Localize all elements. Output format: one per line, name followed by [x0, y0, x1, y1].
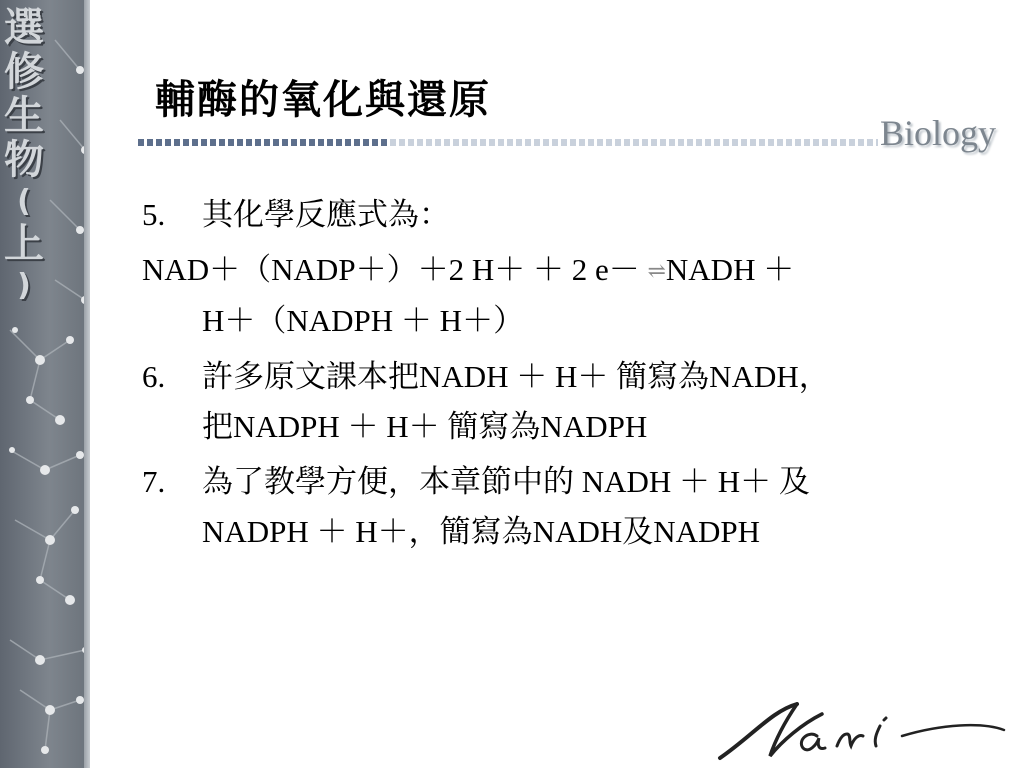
rule-dash	[660, 139, 666, 146]
vani-signature-logo	[712, 696, 1012, 766]
list-item-7	[142, 457, 810, 557]
rule-dash	[552, 139, 558, 146]
rule-dash	[534, 139, 540, 146]
rule-dash	[840, 139, 846, 146]
rule-dash	[642, 139, 648, 146]
item-text: 為了教學方便，本章節中的 NADH ＋ H＋ 及	[202, 464, 810, 499]
rule-dash	[201, 139, 207, 146]
rule-dash	[831, 139, 837, 146]
rule-dash	[597, 139, 603, 146]
vertical-title-char: 選	[4, 5, 44, 51]
rule-dash	[318, 139, 324, 146]
rule-dash	[345, 139, 351, 146]
vertical-title-char: (	[17, 184, 31, 219]
vertical-course-title	[2, 6, 46, 306]
rule-dash	[426, 139, 432, 146]
rule-dash	[246, 139, 252, 146]
rule-dash	[651, 139, 657, 146]
rule-dash	[174, 139, 180, 146]
item-text-continuation: 把NADPH ＋ H＋ 簡寫為NADPH	[202, 409, 648, 444]
vertical-title-char: )	[17, 268, 31, 303]
rule-dash	[291, 139, 297, 146]
vertical-title-char: 修	[4, 49, 44, 95]
rule-dash	[561, 139, 567, 146]
rule-dash	[669, 139, 675, 146]
rule-dash	[165, 139, 171, 146]
rule-dash	[786, 139, 792, 146]
rule-dash	[858, 139, 864, 146]
rule-dash	[462, 139, 468, 146]
rule-dash	[876, 139, 878, 146]
rule-dash	[723, 139, 729, 146]
rule-dash	[543, 139, 549, 146]
rule-dash	[678, 139, 684, 146]
rule-dash	[741, 139, 747, 146]
rule-dash	[480, 139, 486, 146]
rule-dash	[489, 139, 495, 146]
item-text: 其化學反應式為：	[202, 197, 450, 232]
vertical-title-char: 物	[4, 137, 44, 183]
decorative-sidebar	[0, 0, 90, 768]
item-text-continuation: NADPH ＋ H＋，簡寫為NADH及NADPH	[202, 514, 761, 549]
rule-dash	[372, 139, 378, 146]
rule-dash	[327, 139, 333, 146]
rule-dash	[696, 139, 702, 146]
rule-dash	[822, 139, 828, 146]
rule-dash	[687, 139, 693, 146]
rule-dash	[192, 139, 198, 146]
rule-dash	[336, 139, 342, 146]
rule-dash	[588, 139, 594, 146]
rule-dash	[507, 139, 513, 146]
rule-dash	[867, 139, 873, 146]
rule-dash	[228, 139, 234, 146]
rule-dash	[300, 139, 306, 146]
rule-dash	[804, 139, 810, 146]
rule-dash	[354, 139, 360, 146]
title-dotted-rule	[138, 137, 878, 149]
rule-dash	[606, 139, 612, 146]
item-number: 6.	[142, 359, 166, 394]
rule-dash	[777, 139, 783, 146]
rule-dash	[147, 139, 153, 146]
rule-dash	[255, 139, 261, 146]
rule-dash	[210, 139, 216, 146]
rule-dash	[624, 139, 630, 146]
rule-dash	[525, 139, 531, 146]
rule-dash	[453, 139, 459, 146]
rule-dash	[309, 139, 315, 146]
rule-dash	[471, 139, 477, 146]
vertical-title-char: 生	[4, 93, 44, 139]
rule-dash	[273, 139, 279, 146]
rule-dash	[498, 139, 504, 146]
rule-dash	[138, 139, 144, 146]
rule-dash	[813, 139, 819, 146]
rule-dash	[444, 139, 450, 146]
rule-dash	[219, 139, 225, 146]
slide-title: 輔酶的氧化與還原	[155, 76, 491, 123]
rule-dash	[795, 139, 801, 146]
rule-dash	[750, 139, 756, 146]
rule-dash	[282, 139, 288, 146]
item-number: 5.	[142, 197, 166, 232]
item-number: 7.	[142, 464, 166, 499]
rule-dash	[570, 139, 576, 146]
rule-dash	[381, 139, 387, 146]
equation-continuation: H＋（NADPH ＋ H＋）	[202, 303, 525, 338]
sidebar-edge	[84, 0, 90, 768]
rule-dash	[237, 139, 243, 146]
rule-dash	[759, 139, 765, 146]
item-text: 許多原文課本把NADH ＋ H＋ 簡寫為NADH，	[202, 359, 830, 394]
rule-dash	[408, 139, 414, 146]
rule-dash	[732, 139, 738, 146]
vertical-title-char: 上	[4, 221, 44, 267]
rule-dash	[516, 139, 522, 146]
rule-dash	[768, 139, 774, 146]
rule-dash	[399, 139, 405, 146]
rule-dash	[633, 139, 639, 146]
rule-dash	[579, 139, 585, 146]
equilibrium-arrow-icon: ⇌	[647, 258, 666, 283]
rule-dash	[264, 139, 270, 146]
list-item-5	[142, 190, 450, 240]
rule-dash	[849, 139, 855, 146]
rule-dash	[363, 139, 369, 146]
rule-dash	[435, 139, 441, 146]
rule-dash	[714, 139, 720, 146]
equation-left: NAD＋（NADP＋）＋2 H＋ ＋ 2 e－	[142, 252, 640, 287]
reaction-equation	[142, 245, 794, 346]
list-item-6	[142, 352, 830, 452]
equation-right: NADH ＋	[665, 252, 795, 287]
rule-dash	[615, 139, 621, 146]
rule-dash	[156, 139, 162, 146]
rule-dash	[705, 139, 711, 146]
rule-dash	[183, 139, 189, 146]
brand-wordmark: Biology	[880, 113, 997, 153]
rule-dash	[390, 139, 396, 146]
rule-dash	[417, 139, 423, 146]
